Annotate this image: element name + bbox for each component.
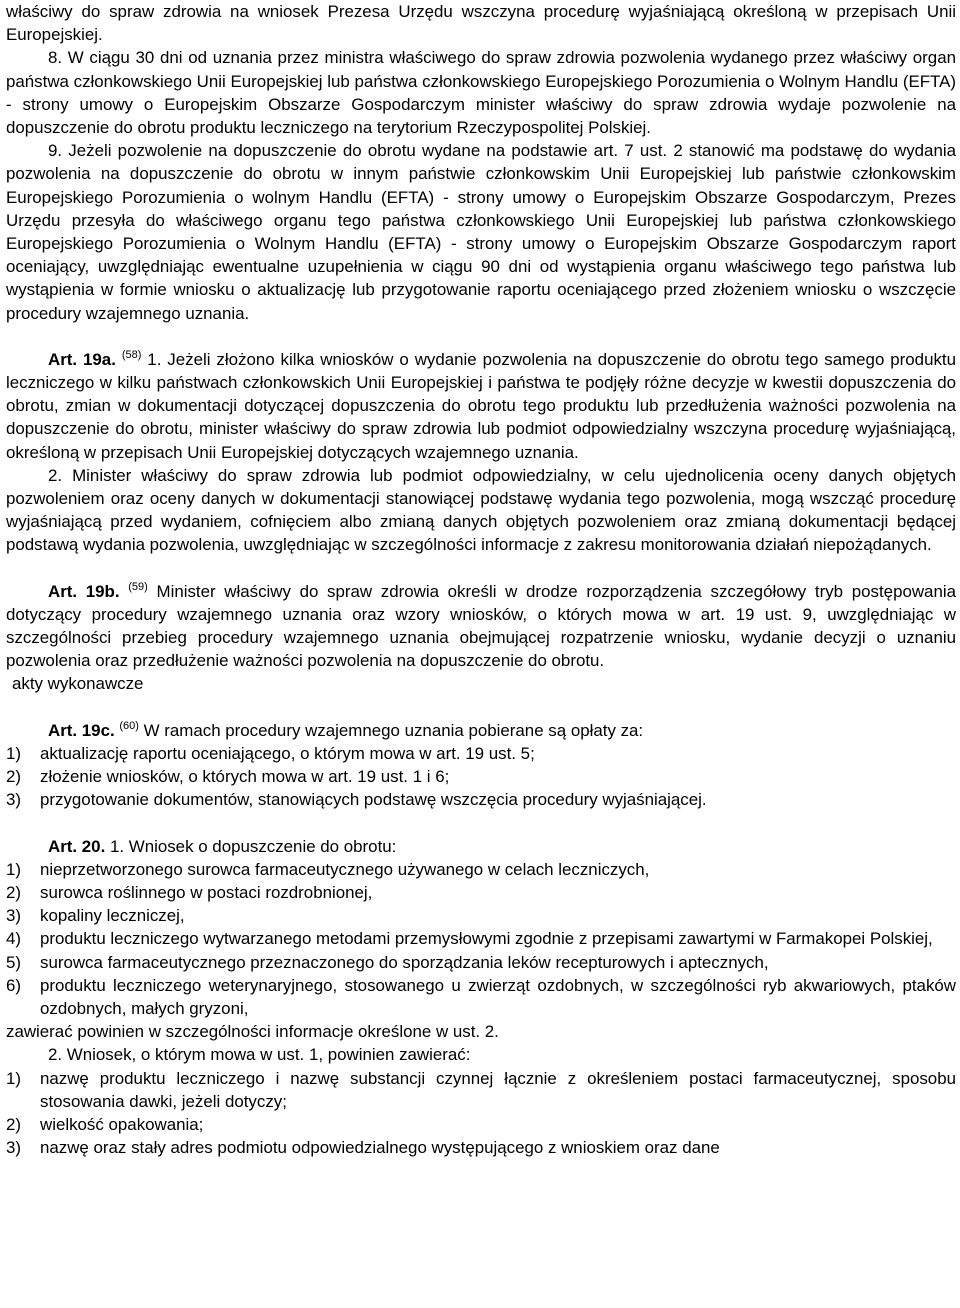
art-20-ust-1-tail: zawierać powinien w szczególności informacje określone w ust. 2.	[6, 1022, 499, 1042]
list-item	[6, 765, 956, 788]
document-page	[6, 0, 956, 1159]
art-20-ust-2-intro: 2. Wniosek, o którym mowa w ust. 1, powinien zawierać:	[48, 1045, 471, 1065]
list-item-number: 3)	[6, 1138, 22, 1158]
list-item-text: aktualizację raportu oceniającego, o którym mowa w art. 19 ust. 5;	[40, 743, 535, 763]
list-item-text: surowca roślinnego w postaci rozdrobnionej,	[40, 882, 373, 902]
list-item-text: złożenie wniosków, o których mowa w art. 19 ust. 1 i 6;	[40, 767, 450, 787]
art-19b-footnote: (59)	[128, 580, 148, 593]
art-19c-intro	[6, 719, 956, 742]
list-item	[6, 904, 956, 927]
list-item	[6, 1067, 956, 1113]
list-item-text: surowca farmaceutycznego przeznaczonego do sporządzania leków recepturowych i aptecznych,	[40, 952, 769, 972]
list-item-number: 3)	[6, 906, 22, 926]
list-item-number: 5)	[6, 952, 22, 972]
list-item-text: kopaliny leczniczej,	[40, 906, 185, 926]
art-19b-text: Minister właściwy do spraw zdrowia określi w drodze rozporządzenia szczegółowy tryb postępowania dotyczący procedury wzajemnego uznania oraz wzory wniosków, o których mowa w art. 19 ust. 9, uwzględniając w szczególności przebieg procedury wzajemnego uznania obejmującej rozpatrzenie wniosku, wydanie decyzji o uznaniu pozwolenia oraz przedłużenie ważności pozwolenia na dopuszczenie do obrotu.	[6, 581, 956, 671]
paragraph-ust-8: 8. W ciągu 30 dni od uznania przez ministra właściwego do spraw zdrowia pozwolenia wydanego przez właściwy organ państwa członkowskiego Unii Europejskiej lub państwa członkowskiego Europejskiego Porozumienia o Wolnym Handlu (EFTA) - strony umowy o Europejskim Obszarze Gospodarczym minister właściwy do spraw zdrowia wydaje pozwolenie na dopuszczenie do obrotu produktu leczniczego na terytorium Rzeczypospolitej Polskiej.	[6, 48, 956, 138]
art-20-ust-1-intro	[6, 835, 956, 858]
list-item	[6, 858, 956, 881]
art-20-ust-1-intro-text: 1. Wniosek o dopuszczenie do obrotu:	[109, 836, 397, 856]
list-item-number: 6)	[6, 975, 22, 995]
art-19a-label: Art. 19a.	[48, 349, 116, 369]
art-19c-intro-text: W ramach procedury wzajemnego uznania pobierane są opłaty za:	[143, 720, 644, 740]
list-item-text: nazwę produktu leczniczego i nazwę substancji czynnej łącznie z określeniem postaci farmaceutycznej, sposobu stosowania dawki, jeżeli dotyczy;	[40, 1068, 956, 1111]
list-item	[6, 1113, 956, 1136]
list-item-number: 2)	[6, 882, 22, 902]
list-item-text: produktu leczniczego weterynaryjnego, stosowanego u zwierząt ozdobnych, w szczególności ryb akwariowych, ptaków ozdobnych, małych gryzoni,	[40, 975, 956, 1018]
list-item	[6, 742, 956, 765]
list-item-number: 1)	[6, 1068, 22, 1088]
list-item-text: przygotowanie dokumentów, stanowiących podstawę wszczęcia procedury wyjaśniającej.	[40, 790, 707, 810]
art-20-label: Art. 20.	[48, 836, 106, 856]
art-19b	[6, 580, 956, 673]
art-19b-label: Art. 19b.	[48, 581, 120, 601]
list-item	[6, 881, 956, 904]
list-item-number: 2)	[6, 767, 22, 787]
list-item-text: produktu leczniczego wytwarzanego metodami przemysłowymi zgodnie z przepisami zawartymi w Farmakopei Polskiej,	[40, 929, 933, 949]
art-19c-label: Art. 19c.	[48, 720, 115, 740]
list-item	[6, 1136, 956, 1159]
art-19c-footnote: (60)	[119, 719, 139, 732]
list-item-text: nazwę oraz stały adres podmiotu odpowiedzialnego występującego z wnioskiem oraz dane	[40, 1138, 720, 1158]
art-19a-ust-1-text: 1. Jeżeli złożono kilka wniosków o wydanie pozwolenia na dopuszczenie do obrotu tego samego produktu leczniczego w kilku państwach członkowskich Unii Europejskiej i państwa te podjęły różne decyzje w kwestii dopuszczenia do obrotu, zmian w dokumentacji dotyczącej dopuszczenia do obrotu tego produktu lub przedłużenia ważności pozwolenia na dopuszczenie do obrotu, minister właściwy do spraw zdrowia lub podmiot odpowiedzialny wszczyna procedurę wyjaśniającą, określoną w przepisach Unii Europejskiej dotyczących wzajemnego uznania.	[6, 349, 956, 462]
art-19a-footnote: (58)	[121, 348, 142, 361]
list-item-number: 4)	[6, 929, 22, 949]
list-item-text: wielkość opakowania;	[40, 1114, 204, 1134]
list-item	[6, 974, 956, 1020]
list-item	[6, 788, 956, 811]
list-item-text: nieprzetworzonego surowca farmaceutycznego używanego w celach leczniczych,	[40, 859, 650, 879]
paragraph-continued: właściwy do spraw zdrowia na wniosek Prezesa Urzędu wszczyna procedurę wyjaśniającą określoną w przepisach Unii Europejskiej.	[6, 2, 956, 45]
paragraph-ust-9: 9. Jeżeli pozwolenie na dopuszczenie do obrotu wydane na podstawie art. 7 ust. 2 stanowić ma podstawę do wydania pozwolenia na dopuszczenie do obrotu w innym państwie członkowskim Unii Europejskiej lub państwie członkowskim Europejskiego Porozumienia o wolnym Handlu (EFTA) - strony umowy o Europejskim Obszarze Gospodarczym, Prezes Urzędu przesyła do właściwego organu tego państwa członkowskiego Unii Europejskiej lub państwa członkowskiego Europejskiego Porozumienia o Wolnym Handlu (EFTA) - strony umowy o Europejskim Obszarze Gospodarczym raport oceniający, uwzględniając ewentualne uzupełnienia w ciągu 90 dni od wystąpienia organu właściwego tego państwa lub wystąpienia w formie wniosku o aktualizację lub przygotowanie raportu oceniającego przed złożeniem wniosku o wszczęcie procedury wzajemnego uznania.	[6, 141, 956, 323]
art-19a-ust-2: 2. Minister właściwy do spraw zdrowia lub podmiot odpowiedzialny, w celu ujednolicenia oceny danych objętych pozwoleniem oraz oceny danych w dokumentacji stanowiącej podstawę wydania tego pozwolenia, mogą wszcząć procedurę wyjaśniającą przed wydaniem, cofnięciem albo zmianą danych objętych pozwoleniem oraz zmianą dokumentacji będącej podstawą wydania pozwolenia, uwzględniając w szczególności informacje z zakresu monitorowania działań niepożądanych.	[6, 465, 956, 555]
list-item-number: 1)	[6, 859, 22, 879]
list-item-number: 3)	[6, 790, 22, 810]
art-19b-note: akty wykonawcze	[12, 674, 144, 694]
list-item-number: 2)	[6, 1114, 22, 1134]
list-item	[6, 951, 956, 974]
art-19a-ust-1	[6, 348, 956, 464]
list-item	[6, 927, 956, 950]
list-item-number: 1)	[6, 743, 22, 763]
